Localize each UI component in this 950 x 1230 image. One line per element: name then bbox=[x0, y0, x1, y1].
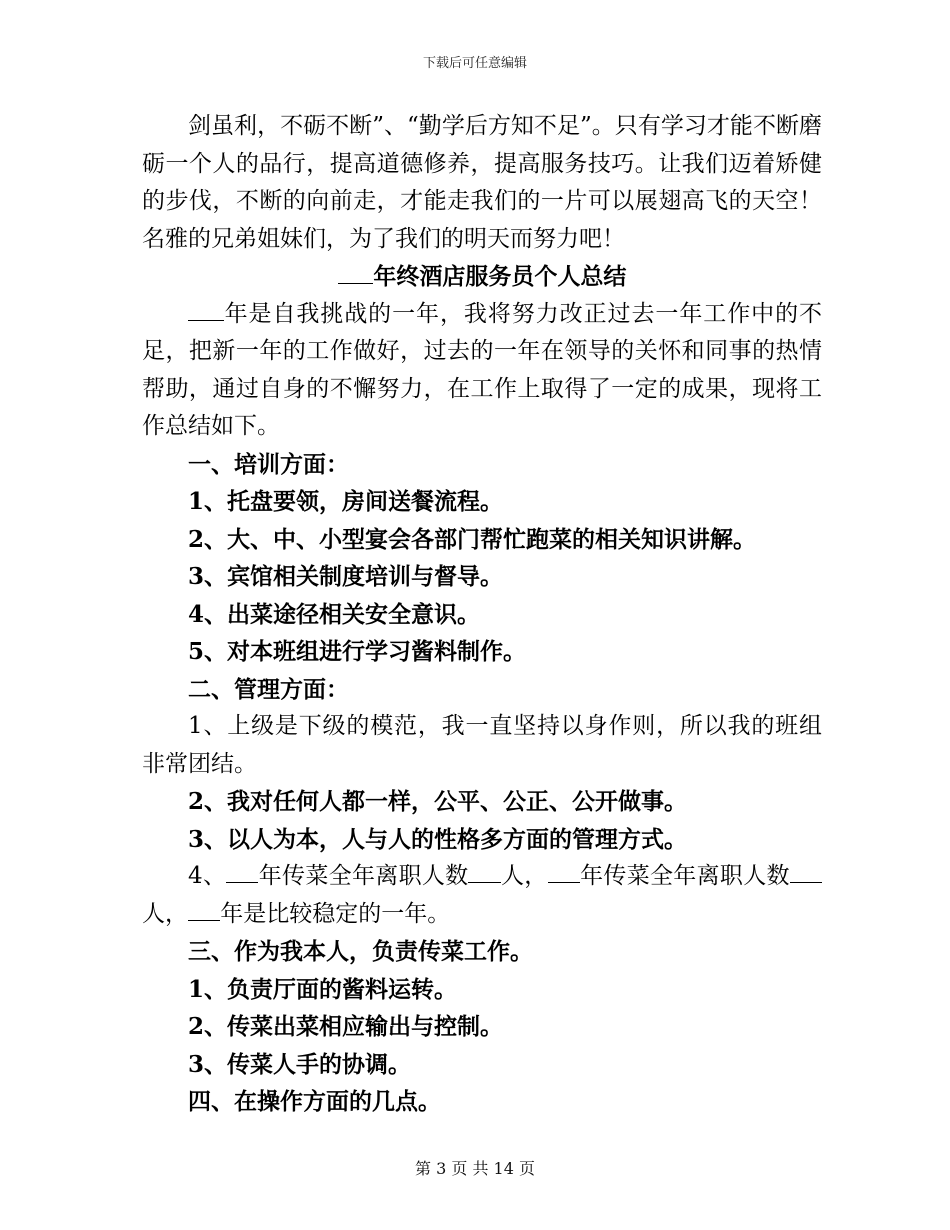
section2-item: 3、以人为本，人与人的性格多方面的管理方式。 bbox=[188, 825, 688, 853]
section1-item: 1、托盘要领，房间送餐流程。 bbox=[188, 488, 504, 516]
section3-item: 2、传菜出菜相应输出与控制。 bbox=[188, 1013, 504, 1041]
item-text: 人， bbox=[500, 863, 548, 890]
section2-item-staff-turnover bbox=[142, 858, 822, 933]
item-text: 年传菜全年离职人数 bbox=[258, 863, 469, 890]
section1-item: 2、大、中、小型宴会各部门帮忙跑菜的相关知识讲解。 bbox=[188, 525, 757, 553]
section3-item: 1、负责厅面的酱料运转。 bbox=[188, 975, 458, 1003]
item-text: 年是比较稳定的一年。 bbox=[220, 900, 451, 927]
item-text: 人， bbox=[142, 900, 188, 927]
section3-heading: 三、作为我本人，负责传菜工作。 bbox=[188, 938, 533, 966]
year-blank bbox=[188, 896, 220, 921]
section-title bbox=[142, 258, 822, 296]
document-body bbox=[142, 108, 822, 1121]
section1-item: 4、出菜途径相关安全意识。 bbox=[188, 600, 481, 628]
section3-item: 3、传菜人手的协调。 bbox=[188, 1050, 412, 1078]
title-blank bbox=[338, 259, 374, 284]
section2-item: 2、我对任何人都一样，公平、公正、公开做事。 bbox=[188, 788, 688, 816]
summary-paragraph bbox=[142, 296, 822, 446]
section1-item: 5、对本班组进行学习酱料制作。 bbox=[188, 638, 527, 666]
year-blank bbox=[548, 858, 580, 883]
intro-paragraph: 剑虽利，不砺不断”、“勤学后方知不足”。只有学习才能不断磨砺一个人的品行，提高道德修养，提高服务技巧。让我们迈着矫健的步伐，不断的向前走，才能走我们的一片可以展翅高飞的天空！名雅的兄弟姐妹们，为了我们的明天而努力吧！ bbox=[142, 113, 822, 252]
section4-heading: 四、在操作方面的几点。 bbox=[188, 1088, 441, 1116]
count-blank bbox=[790, 858, 822, 883]
section1-item: 3、宾馆相关制度培训与督导。 bbox=[188, 563, 504, 591]
summary-text: 年是自我挑战的一年，我将努力改正过去一年工作中的不足，把新一年的工作做好，过去的一年在领导的关怀和同事的热情帮助，通过自身的不懈努力，在工作上取得了一定的成果，现将工作总结如下。 bbox=[142, 300, 822, 440]
page-number: 第 3 页 共 14 页 bbox=[415, 1159, 535, 1178]
item-text: 年传菜全年离职人数 bbox=[579, 863, 790, 890]
section2-heading: 二、管理方面： bbox=[188, 675, 349, 703]
page-header: 下载后可任意编辑 bbox=[422, 56, 527, 71]
item-text: 4、 bbox=[188, 863, 227, 890]
year-blank bbox=[226, 858, 258, 883]
count-blank bbox=[468, 858, 500, 883]
section1-heading: 一、培训方面： bbox=[188, 450, 349, 478]
section2-item: 1、上级是下级的模范，我一直坚持以身作则，所以我的班组非常团结。 bbox=[142, 713, 822, 777]
title-text: 年终酒店服务员个人总结 bbox=[373, 263, 627, 290]
year-blank bbox=[188, 296, 224, 321]
